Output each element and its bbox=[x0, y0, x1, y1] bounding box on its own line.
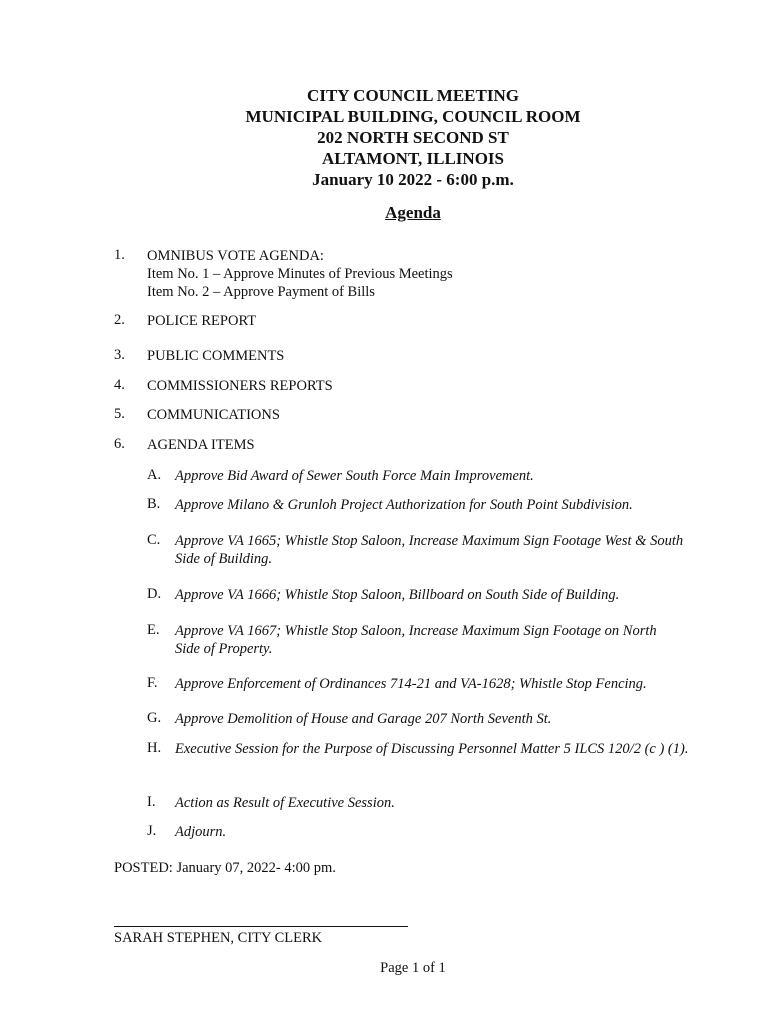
agenda-item-text: Action as Result of Executive Session. bbox=[175, 795, 395, 811]
omnibus-subitem: Item No. 1 – Approve Minutes of Previous Meetings bbox=[147, 266, 453, 282]
item-label: PUBLIC COMMENTS bbox=[147, 348, 285, 364]
item-number: 5. bbox=[114, 406, 125, 422]
item-label: AGENDA ITEMS bbox=[147, 437, 255, 453]
item-label: COMMISSIONERS REPORTS bbox=[147, 378, 333, 394]
agenda-letter: E. bbox=[147, 622, 160, 638]
item-number: 4. bbox=[114, 377, 125, 393]
agenda-letter: B. bbox=[147, 496, 161, 512]
agenda-item-text: Approve VA 1666; Whistle Stop Saloon, Billboard on South Side of Building. bbox=[175, 587, 620, 603]
agenda-letter: D. bbox=[147, 586, 162, 602]
agenda-item-text: Approve Enforcement of Ordinances 714-21 and VA-1628; Whistle Stop Fencing. bbox=[175, 676, 647, 692]
header-meeting-title: CITY COUNCIL MEETING bbox=[307, 86, 519, 105]
agenda-letter: G. bbox=[147, 710, 162, 726]
item-number: 2. bbox=[114, 312, 125, 328]
agenda-letter: J. bbox=[147, 823, 157, 839]
omnibus-subitem: Item No. 2 – Approve Payment of Bills bbox=[147, 284, 375, 300]
item-number: 1. bbox=[114, 247, 125, 263]
agenda-letter: F. bbox=[147, 675, 158, 691]
agenda-letter: C. bbox=[147, 532, 161, 548]
header-city: ALTAMONT, ILLINOIS bbox=[321, 149, 504, 168]
agenda-heading: Agenda bbox=[385, 203, 441, 222]
agenda-item-text: Approve VA 1665; Whistle Stop Saloon, Increase Maximum Sign Footage West & South Side of Building. bbox=[175, 533, 684, 567]
header-address: 202 NORTH SECOND ST bbox=[317, 128, 509, 147]
posted-date: POSTED: January 07, 2022- 4:00 pm. bbox=[114, 860, 336, 876]
agenda-item-text: Approve Milano & Grunloh Project Authorization for South Point Subdivision. bbox=[175, 497, 633, 513]
header-location: MUNICIPAL BUILDING, COUNCIL ROOM bbox=[245, 107, 581, 126]
agenda-letter: A. bbox=[147, 467, 162, 483]
agenda-letter: H. bbox=[147, 740, 162, 756]
agenda-item-text: Approve Demolition of House and Garage 207 North Seventh St. bbox=[175, 711, 552, 727]
agenda-item-text: Adjourn. bbox=[175, 824, 227, 840]
agenda-letter: I. bbox=[147, 794, 156, 810]
header-date-time: January 10 2022 - 6:00 p.m. bbox=[312, 170, 514, 189]
agenda-item-text: Approve Bid Award of Sewer South Force Main Improvement. bbox=[175, 468, 534, 484]
item-number: 3. bbox=[114, 347, 125, 363]
agenda-item-text: Executive Session for the Purpose of Discussing Personnel Matter 5 ILCS 120/2 (c ) (1). bbox=[175, 741, 689, 757]
item-label: COMMUNICATIONS bbox=[147, 407, 280, 423]
item-number: 6. bbox=[114, 436, 125, 452]
item-omnibus-label: OMNIBUS VOTE AGENDA: bbox=[147, 248, 324, 264]
signature-line bbox=[114, 926, 408, 927]
agenda-item-text: Approve VA 1667; Whistle Stop Saloon, Increase Maximum Sign Footage on North Side of Property. bbox=[175, 623, 657, 657]
page-number: Page 1 of 1 bbox=[380, 960, 446, 976]
item-label: POLICE REPORT bbox=[147, 313, 257, 329]
clerk-signature-name: SARAH STEPHEN, CITY CLERK bbox=[114, 930, 323, 946]
